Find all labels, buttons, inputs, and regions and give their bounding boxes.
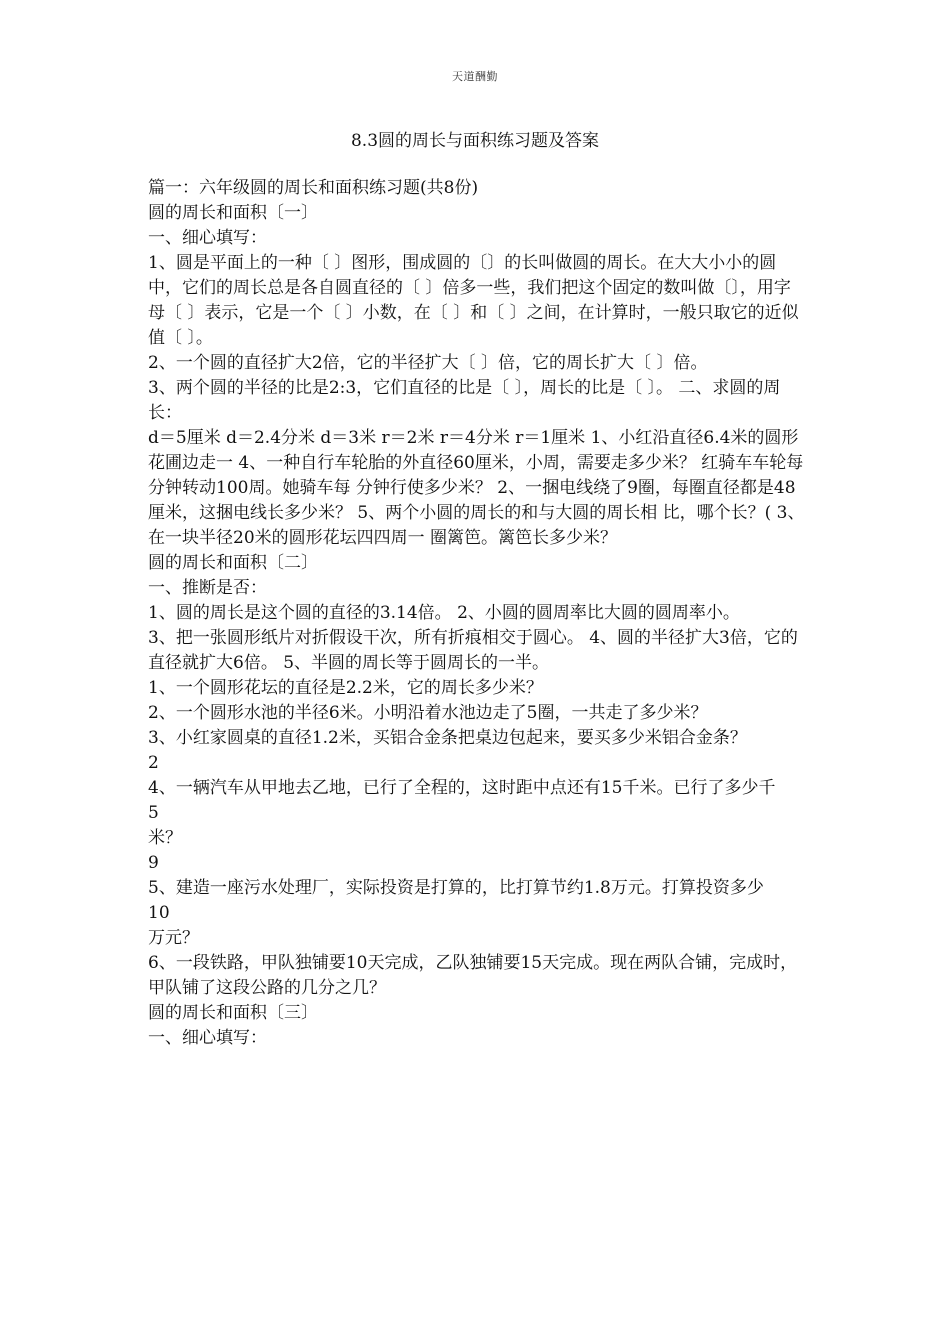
paragraph: 5、建造一座污水处理厂，实际投资是打算的，比打算节约1.8万元。打算投资多少 bbox=[148, 878, 764, 898]
paragraph: 一、细心填写： bbox=[148, 228, 267, 248]
paragraph: 1、圆的周长是这个圆的直径的3.14倍。 2、小圆的圆周率比大圆的圆周率小。 bbox=[148, 603, 740, 623]
paragraph: 2、一个圆形水池的半径6米。小明沿着水池边走了5圈，一共走了多少米？ bbox=[148, 703, 708, 723]
paragraph: 一、细心填写： bbox=[148, 1028, 267, 1048]
paragraph: 9 bbox=[148, 853, 159, 873]
document-title: 8.3圆的周长与面积练习题及答案 bbox=[350, 131, 600, 151]
paragraph: 圆的周长和面积〔二〕 bbox=[148, 553, 318, 573]
paragraph: 篇一：六年级圆的周长和面积练习题(共8份) bbox=[148, 178, 479, 198]
paragraph: d＝5厘米 d＝2.4分米 d＝3米 r＝2米 r＝4分米 r＝1厘米 1、小红沿直径6.4米的圆形花圃边走一 4、一种自行车轮胎的外直径60厘米，小周，需要走多少米？ 红骑车车轮每分钟转动100周。她骑车每 分钟行使多少米？ 2、一捆电线绕了9圈，每圈直径都是48厘米，这捆电线长多少米？ 5、两个小圆的周长的和与大圆的周长相 比，哪个长？( 3、在一块半径20米的圆形花坛四四周一 圈篱笆。篱笆长多少米？ bbox=[148, 428, 805, 548]
paragraph: 2 bbox=[148, 753, 159, 773]
paragraph: 1、一个圆形花坛的直径是2.2米，它的周长多少米？ bbox=[148, 678, 543, 698]
paragraph: 3、小红家圆桌的直径1.2米，买铝合金条把桌边包起来，要买多少米铝合金条？ bbox=[148, 728, 747, 748]
page-header-watermark: 天道酬勤 bbox=[452, 70, 498, 83]
paragraph: 1、圆是平面上的一种〔 〕图形，围成圆的〔〕的长叫做圆的周长。在大大小小的圆中，它们的周长总是各自圆直径的〔 〕倍多一些，我们把这个固定的数叫做〔〕，用字母〔 〕表示，它是一个〔 〕小数，在〔 〕和〔 〕之间，在计算时，一般只取它的近似值〔 〕。 bbox=[148, 253, 799, 348]
paragraph: 3、两个圆的半径的比是2:3，它们直径的比是〔 〕，周长的比是〔 〕。 二、求圆的周长： bbox=[148, 378, 781, 423]
paragraph: 万元？ bbox=[148, 928, 199, 948]
paragraph: 5 bbox=[148, 803, 159, 823]
paragraph: 3、把一张圆形纸片对折假设干次，所有折痕相交于圆心。 4、圆的半径扩大3倍，它的直径就扩大6倍。 5、半圆的周长等于圆周长的一半。 bbox=[148, 628, 798, 673]
paragraph: 一、推断是否： bbox=[148, 578, 267, 598]
document-body bbox=[148, 176, 806, 1051]
paragraph: 圆的周长和面积〔三〕 bbox=[148, 1003, 318, 1023]
paragraph: 米？ bbox=[148, 828, 182, 848]
paragraph: 圆的周长和面积〔一〕 bbox=[148, 203, 318, 223]
paragraph: 2、一个圆的直径扩大2倍，它的半径扩大〔 〕倍，它的周长扩大〔 〕倍。 bbox=[148, 353, 708, 373]
paragraph: 4、一辆汽车从甲地去乙地，已行了全程的，这时距中点还有15千米。已行了多少千 bbox=[148, 778, 776, 798]
paragraph: 10 bbox=[148, 903, 170, 923]
paragraph: 6、一段铁路，甲队独铺要10天完成，乙队独铺要15天完成。现在两队合铺，完成时，甲队铺了这段公路的几分之几？ bbox=[148, 953, 798, 998]
